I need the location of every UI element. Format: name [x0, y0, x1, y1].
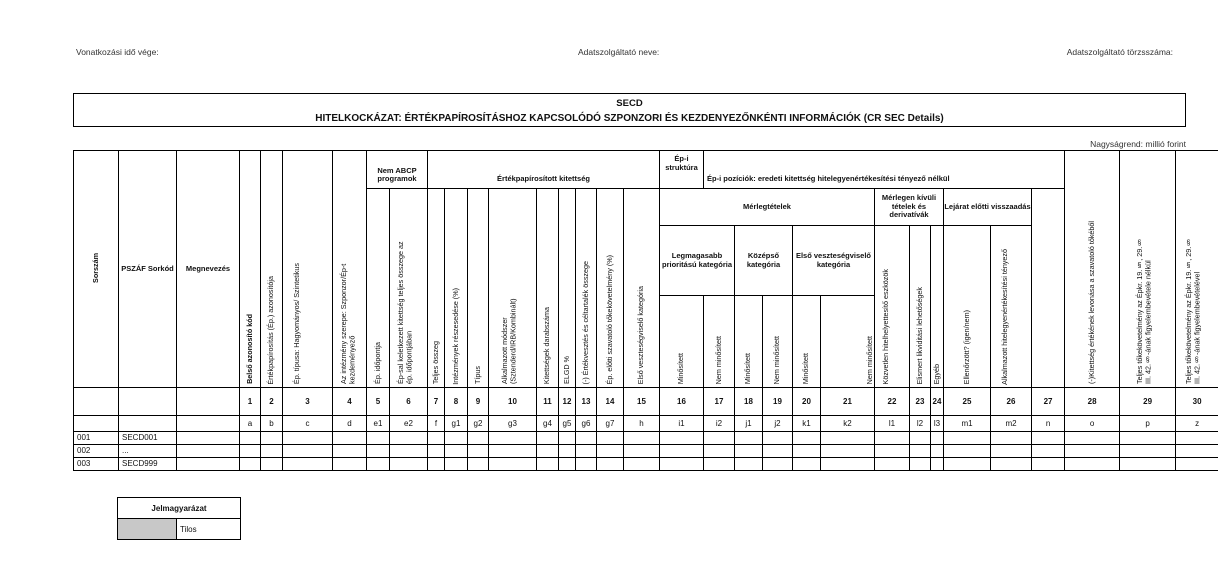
col-code: l3: [931, 416, 944, 432]
row-name-cell[interactable]: [177, 458, 240, 471]
row-num: 002: [74, 445, 119, 458]
col-code: i1: [660, 416, 704, 432]
col-code: d: [333, 416, 367, 432]
col-c4: Az intézmény szerepe: Szponzor/Ép-t kezdeményező: [333, 151, 367, 388]
col-c29: Teljes tőkekövetelmény az Épkr. 19.§, 29.§ III. 42.§-ának figyelembevételével: [1176, 151, 1218, 388]
col-number: 28: [1065, 388, 1120, 416]
col-number: 22: [875, 388, 910, 416]
col-number: 27: [1032, 388, 1065, 416]
row-name-cell[interactable]: [177, 445, 240, 458]
col-c3: Ép. típusa: Hagyományos/ Szintetikus: [283, 151, 333, 388]
col-code: c: [283, 416, 333, 432]
col-code: o: [1065, 416, 1120, 432]
col-c22: Közvetlen hitelhelyettesítő eszközök: [875, 226, 910, 388]
col-c13: (-) Értékvesztés és céltartalék összege: [576, 189, 597, 388]
col-number: 19: [763, 388, 793, 416]
col-code: j1: [735, 416, 763, 432]
col-megnevezes: Megnevezés: [177, 151, 240, 388]
col-number: 5: [367, 388, 390, 416]
report-table: [73, 150, 1218, 471]
col-code: g2: [468, 416, 489, 432]
col-number: 7: [428, 388, 445, 416]
col-number: 18: [735, 388, 763, 416]
col-number: 30: [1176, 388, 1218, 416]
col-code: b: [261, 416, 283, 432]
title-box: [73, 93, 1186, 127]
group-merleg: Mérlegtételek: [660, 189, 875, 226]
group-ep-poziciok: Ép-i pozíciók: eredeti kitettség hitelegyenértékesítési tényező nélkül: [704, 151, 1065, 189]
col-c2: Értékpapírosítás (Ép.) azonosítója: [261, 151, 283, 388]
col-c11: Kitettségek darabszáma: [537, 189, 559, 388]
provider-name-label: Adatszolgáltató neve:: [578, 47, 660, 57]
col-c8: Intézmények részesedése (%): [445, 189, 468, 388]
col-code: i2: [704, 416, 735, 432]
col-code: g3: [489, 416, 537, 432]
col-number: 4: [333, 388, 367, 416]
col-c25: Ellenőrzött? (igen/nem): [944, 226, 991, 388]
col-code: f: [428, 416, 445, 432]
col-number: 12: [559, 388, 576, 416]
col-number: 23: [910, 388, 931, 416]
col-code: k2: [821, 416, 875, 432]
col-number: 8: [445, 388, 468, 416]
row-num: 003: [74, 458, 119, 471]
col-sorszam: Sorszám: [74, 151, 119, 388]
legend-item: Tilos: [177, 519, 241, 540]
col-code: g4: [537, 416, 559, 432]
col-c19: Nem minősített: [763, 296, 793, 388]
col-code: p: [1120, 416, 1176, 432]
col-c28: Teljes tőkekövetelmény az Épkr. 19.§, 29.§ III. 42.§-ának figyelembevétele nélkül: [1120, 151, 1176, 388]
col-number: 29: [1120, 388, 1176, 416]
row-name-cell[interactable]: [177, 432, 240, 445]
col-code: z: [1176, 416, 1218, 432]
col-c23: Elismert likviditási lehetőségek: [910, 226, 931, 388]
col-number: 2: [261, 388, 283, 416]
provider-id-label: Adatszolgáltató törzsszáma:: [1066, 47, 1173, 57]
period-end-label: Vonatkozási idő vége:: [76, 47, 159, 57]
col-number: 21: [821, 388, 875, 416]
col-number: 13: [576, 388, 597, 416]
group-nem-abcp: Nem ABCP programok: [367, 151, 428, 189]
group-ep-strukt: Ép-i struktúra: [660, 151, 704, 189]
col-code: l1: [875, 416, 910, 432]
group-lejarat: Lejárat előtti visszaadás: [944, 189, 1032, 226]
col-c26: Alkalmazott hitelegyenértékesítési tényező: [991, 226, 1032, 388]
col-c24: Egyéb: [931, 226, 944, 388]
col-c16: Minősített: [660, 296, 704, 388]
col-code: l2: [910, 416, 931, 432]
col-code: h: [624, 416, 660, 432]
col-number: 3: [283, 388, 333, 416]
col-number: 10: [489, 388, 537, 416]
col-number: 1: [240, 388, 261, 416]
col-c5: Ép. időpontja: [367, 189, 390, 388]
col-code: g7: [597, 416, 624, 432]
group-ertekpapir: Értékpapírosított kitettség: [428, 151, 660, 189]
col-c14: Ép. előtti szavatoló tőkekövetelmény (%): [597, 189, 624, 388]
group-elso: Első veszteségviselő kategória: [793, 226, 875, 296]
report-code: SECD: [616, 98, 643, 109]
col-c7: Teljes összeg: [428, 189, 445, 388]
col-number: 26: [991, 388, 1032, 416]
col-code: e2: [390, 416, 428, 432]
legend-swatch: [118, 519, 177, 540]
legend-title: Jelmagyarázat: [118, 498, 241, 519]
col-c15: Első veszteségviselő kategória: [624, 189, 660, 388]
legend: [117, 497, 241, 540]
group-legmagasabb: Legmagasabb prioritású kategória: [660, 226, 735, 296]
col-number: 17: [704, 388, 735, 416]
col-c1: Belső azonosító kód: [240, 151, 261, 388]
row-code: ...: [119, 445, 177, 458]
col-code: g6: [576, 416, 597, 432]
col-number: 24: [931, 388, 944, 416]
col-number: 15: [624, 388, 660, 416]
col-c27: (-)Kitettség értékének levonása a szavatoló tőkéből: [1065, 151, 1120, 388]
col-number: 6: [390, 388, 428, 416]
col-code: e1: [367, 416, 390, 432]
col-c20: Minősített: [793, 296, 821, 388]
col-c9: Típus: [468, 189, 489, 388]
row-num: 001: [74, 432, 119, 445]
group-merlegen-kivuli: Mérlegen kívüli tételek és derivatívák: [875, 189, 944, 226]
col-code: a: [240, 416, 261, 432]
col-c18: Minősített: [735, 296, 763, 388]
col-number: 16: [660, 388, 704, 416]
col-c21: Nem minősített: [821, 296, 875, 388]
col-sorkod: PSZÁF Sorkód: [119, 151, 177, 388]
col-number: 14: [597, 388, 624, 416]
group-kozepso: Középső kategória: [735, 226, 793, 296]
row-code: SECD999: [119, 458, 177, 471]
col-number: 20: [793, 388, 821, 416]
col-number: 9: [468, 388, 489, 416]
col-code: n: [1032, 416, 1065, 432]
col-code: m2: [991, 416, 1032, 432]
unit-label: Nagyságrend: millió forint: [1090, 139, 1186, 149]
col-c10: Alkalmazott módszer (Sztenderd/IRB/Kombinált): [489, 189, 537, 388]
col-c17: Nem minősített: [704, 296, 735, 388]
col-code: k1: [793, 416, 821, 432]
col-c12: ELGD %: [559, 189, 576, 388]
col-code: g1: [445, 416, 468, 432]
row-code: SECD001: [119, 432, 177, 445]
col-c6: Ép-sal keletkezett kitettség teljes összege az ép. időpontjában: [390, 189, 428, 388]
report-title: HITELKOCKÁZAT: ÉRTÉKPAPÍROSÍTÁSHOZ KAPCSOLÓDÓ SZPONZORI ÉS KEZDENYEZŐNKÉNTI INFORMÁCIÓK (CR SEC Details): [315, 113, 944, 124]
col-number: 25: [944, 388, 991, 416]
col-number: 11: [537, 388, 559, 416]
col-code: j2: [763, 416, 793, 432]
col-code: m1: [944, 416, 991, 432]
col-code: g5: [559, 416, 576, 432]
